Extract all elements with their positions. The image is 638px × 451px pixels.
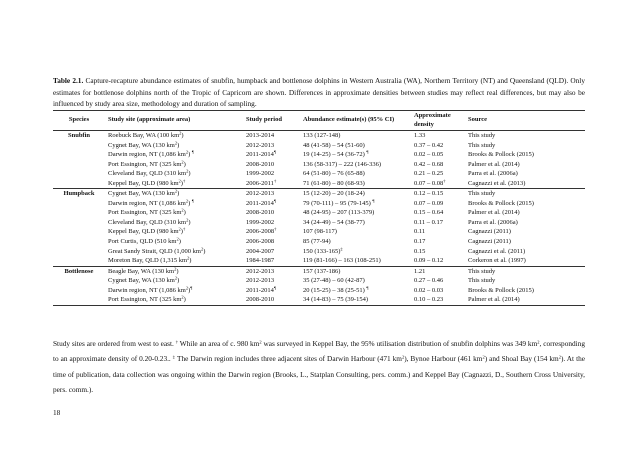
table-row <box>53 179 585 189</box>
table-row <box>53 160 585 170</box>
cell-study-site: Port Essington, NT (325 $km^2$) <box>105 295 243 305</box>
cell-species <box>53 141 105 151</box>
cell-species <box>53 247 105 257</box>
table-row <box>53 169 585 179</box>
cell-density: 0.17 <box>414 238 426 246</box>
header-study-period: Study period <box>243 111 300 131</box>
cell-density: 0.02 – 0.03 <box>414 286 444 294</box>
cell-study-period: 1999-2002 <box>246 170 275 178</box>
cell-abundance: 35 (27-48) – 60 (42-87) <box>303 277 365 285</box>
cell-density: 0.15 <box>414 247 426 255</box>
cell-source: This study <box>465 131 585 141</box>
cell-study-period: 2012-2013 <box>246 277 275 285</box>
cell-study-period: 2011-2014¶ <box>246 285 276 294</box>
table-row <box>53 286 585 296</box>
superscript-mark: 2 <box>174 266 177 272</box>
cell-source: Parra et al. (2006a) <box>468 170 518 178</box>
superscript-mark: 2 <box>181 207 184 213</box>
cell-study-period: 2013-2014 <box>243 131 300 141</box>
cell-abundance: 150 (133-165)‡ <box>303 245 343 255</box>
superscript-mark: 2 <box>174 275 178 281</box>
table-row <box>53 295 585 305</box>
cell-source: Brooks & Pollock (2015) <box>468 199 534 207</box>
cell-species <box>53 286 105 296</box>
cell-species <box>53 169 105 179</box>
table-row <box>53 131 585 141</box>
cell-density: 0.11 – 0.17 <box>414 218 444 226</box>
abundance-table <box>53 110 585 306</box>
table-row <box>53 199 585 209</box>
cell-abundance: 48 (41-58) – 54 (51-60) <box>303 141 365 149</box>
cell-species <box>53 218 105 228</box>
cell-density: 0.42 – 0.68 <box>414 160 444 168</box>
cell-study-period: 2011-2014¶ <box>246 198 276 207</box>
cell-study-period: 2008-2010 <box>246 160 275 168</box>
superscript-mark: ¶ <box>190 285 193 291</box>
table-row <box>53 208 585 218</box>
cell-study-site: Moreton Bay, QLD (1,315 $km^2$) <box>108 255 192 265</box>
cell-species <box>53 295 105 305</box>
cell-abundance: 71 (61-80) – 80 (68-93) <box>303 179 365 187</box>
cell-species <box>53 160 105 170</box>
cell-study-site: Cygnet Bay, WA (130 $km^2$) <box>108 139 180 149</box>
cell-abundance: 107 (98-117) <box>303 228 337 236</box>
cell-density: 0.15 – 0.64 <box>414 209 444 217</box>
cell-study-site: Cygnet Bay, WA (130 $km^2$) <box>108 275 180 285</box>
cell-density: 0.27 – 0.46 <box>414 277 444 285</box>
superscript-mark: 2 <box>174 139 178 145</box>
cell-species <box>53 237 105 247</box>
cell-abundance: 34 (14-83) – 75 (39-154) <box>300 295 411 305</box>
superscript-mark: † <box>182 226 186 232</box>
cell-species <box>53 256 105 266</box>
cell-source: Cagnazzi (2011) <box>468 228 511 236</box>
cell-density: 0.10 – 0.23 <box>411 295 465 305</box>
cell-study-site: Keppel Bay, QLD (980 $km^2)^\dagger$ <box>108 178 186 187</box>
superscript-mark: 2 <box>185 198 189 204</box>
superscript-mark: 2 <box>181 294 184 300</box>
cell-study-period: 2012-2013 <box>243 189 300 199</box>
superscript-mark: † <box>273 178 277 184</box>
cell-abundance: 133 (127-148) <box>300 131 411 141</box>
superscript-mark: 2 <box>537 339 540 345</box>
cell-abundance: 119 (81-166) – 163 (108-251) <box>303 257 381 265</box>
cell-source: This study <box>465 266 585 276</box>
cell-study-period: 2006-2008† <box>246 226 277 236</box>
table-body <box>53 131 585 306</box>
cell-source: Corkeron et al. (1997) <box>468 257 526 265</box>
superscript-mark: 2 <box>259 339 262 345</box>
superscript-mark: 2 <box>186 168 189 174</box>
cell-study-site: Great Sandy Strait, QLD (1,000 $km^2$) <box>108 245 206 255</box>
header-source: Source <box>465 111 585 131</box>
superscript-mark: † <box>274 226 277 232</box>
cell-density: 0.07 – 0.09 <box>414 199 444 207</box>
table-header-row <box>53 111 585 131</box>
cell-study-period: 1984-1987 <box>246 257 275 265</box>
superscript-mark: † <box>175 339 178 345</box>
cell-abundance: 136 (58-317) – 222 (146-336) <box>303 160 381 168</box>
cell-density: 0.12 – 0.15 <box>411 189 465 199</box>
superscript-mark: ¶ <box>366 285 369 291</box>
cell-species <box>53 208 105 218</box>
table-row <box>53 266 585 276</box>
table-caption-label: Table 2.1. <box>53 76 84 85</box>
cell-source: Brooks & Pollock (2015) <box>468 286 534 294</box>
table-row <box>53 150 585 160</box>
superscript-mark: 2 <box>179 130 182 136</box>
table-row <box>53 227 585 237</box>
superscript-mark: ¶ <box>273 198 276 204</box>
superscript-mark: † <box>182 178 186 184</box>
superscript-mark: 2 <box>200 245 204 251</box>
superscript-mark: 2 <box>186 217 189 223</box>
cell-abundance: 79 (70-111) – 95 (79-145) ¶ <box>303 198 375 207</box>
table-row <box>53 237 585 247</box>
cell-study-site: Cygnet Bay, WA (130 $km^2$) <box>105 189 243 199</box>
table-row <box>53 218 585 228</box>
cell-abundance: 34 (24-49) – 54 (38-77) <box>303 218 365 226</box>
superscript-mark: 2 <box>174 188 178 194</box>
cell-study-site: Roebuck Bay, WA (100 $km^2$) <box>105 131 243 141</box>
cell-species: Bottlenose <box>53 266 105 276</box>
superscript-mark: ¶ <box>273 285 276 291</box>
cell-species <box>53 276 105 286</box>
cell-density: 0.09 – 0.12 <box>414 257 444 265</box>
cell-abundance: 19 (14-25) – 54 (36-72) ¶ <box>303 149 369 159</box>
cell-abundance: 48 (24-95) – 207 (113-379) <box>303 209 375 217</box>
table-row <box>53 141 585 151</box>
cell-abundance: 15 (12-20) – 20 (18-24) <box>300 189 411 199</box>
cell-source: This study <box>468 141 496 149</box>
superscript-mark: ¶ <box>273 149 276 155</box>
superscript-mark: 2 <box>482 354 485 360</box>
superscript-mark: ‡ <box>340 245 343 251</box>
cell-abundance: 20 (15-25) – 38 (25-51) ¶ <box>303 285 369 294</box>
cell-species: Snubfin <box>53 131 105 141</box>
cell-abundance: 64 (51-80) – 76 (65-88) <box>303 170 365 178</box>
superscript-mark: 2 <box>176 236 179 242</box>
cell-species <box>53 179 105 189</box>
table-row <box>53 189 585 199</box>
table-caption-text: Capture-recapture abundance estimates of snubfin, humpback and bottlenose dolphins in Western Australia (WA), Northern Territory (NT) and Queensland (QLD). Only estimates for bottlenose dolphins north of the Tropic of Capricorn are shown. Differences in approximate densities between studies may reflect real differences, but may also be influenced by study area size, methodology and duration of sampling. <box>53 76 585 109</box>
cell-study-site: Port Essington, NT (325 $km^2$) <box>108 159 186 168</box>
cell-study-period: 2006-2008 <box>246 238 275 246</box>
superscript-mark: ‡ <box>172 354 176 360</box>
cell-density: 0.37 – 0.42 <box>414 141 444 149</box>
cell-source: Palmer et al. (2014) <box>468 160 520 168</box>
cell-study-site: Port Curtis, QLD (510 $km^2$) <box>108 236 181 246</box>
cell-source: Parra et al. (2006a) <box>468 218 518 226</box>
cell-study-period: 2011-2014¶ <box>246 149 276 159</box>
superscript-mark: 2 <box>178 178 181 184</box>
cell-species <box>53 150 105 160</box>
cell-study-site: Darwin region, NT (1,086 $km^2)^\P$ <box>108 285 193 294</box>
superscript-mark: 2 <box>178 226 181 232</box>
table-row <box>53 256 585 266</box>
cell-abundance: 157 (137-186) <box>300 266 411 276</box>
cell-study-site: Darwin region, NT (1,086 $km^2$) ¶ <box>108 198 194 207</box>
cell-source: This study <box>465 189 585 199</box>
cell-source: Palmer et al. (2014) <box>468 209 520 217</box>
cell-species <box>53 199 105 209</box>
header-abundance: Abundance estimate(s) (95% CI) <box>300 111 411 131</box>
cell-density: 0.11 <box>414 228 426 236</box>
cell-study-site: Darwin region, NT (1,086 $km^2$) ¶ <box>108 149 194 159</box>
cell-study-site: Keppel Bay, QLD (980 $km^2)^\dagger$ <box>108 226 186 236</box>
cell-study-site: Cleveland Bay, QLD (310 $km^2$) <box>108 217 191 226</box>
page-number: 18 <box>53 408 61 417</box>
cell-species <box>53 227 105 237</box>
superscript-mark: ¶ <box>366 149 369 155</box>
superscript-mark: 2 <box>558 354 561 360</box>
header-species: Species <box>53 111 105 131</box>
cell-study-period: 2012-2013 <box>246 141 275 149</box>
cell-source: Palmer et al. (2014) <box>465 295 585 305</box>
cell-density: 1.33 <box>411 131 465 141</box>
cell-study-period: 2012-2013 <box>243 266 300 276</box>
header-density: Approximate density <box>411 111 465 131</box>
superscript-mark: 2 <box>185 285 189 291</box>
cell-study-period: 2004-2007 <box>246 247 275 255</box>
cell-abundance: 85 (77-94) <box>303 238 331 246</box>
header-study-site: Study site (approximate area) <box>105 111 243 131</box>
cell-source: Cagnazzi (2011) <box>468 238 511 246</box>
superscript-mark: 2 <box>181 159 184 165</box>
cell-study-period: 1999-2002 <box>246 218 275 226</box>
cell-density: 1.21 <box>411 266 465 276</box>
cell-study-period: 2006-2011† <box>246 178 277 187</box>
cell-density: 0.21 – 0.25 <box>414 170 444 178</box>
cell-density: 0.02 – 0.05 <box>414 151 444 159</box>
table-row <box>53 247 585 257</box>
superscript-mark: ¶ <box>191 198 194 204</box>
table-row <box>53 276 585 286</box>
superscript-mark: † <box>443 178 446 184</box>
superscript-mark: 2 <box>401 354 405 360</box>
cell-species: Humpback <box>53 189 105 199</box>
cell-source: Cagnazzi et al. (2011) <box>468 247 526 255</box>
cell-study-site: Beagle Bay, WA (130 $km^2$) <box>105 266 243 276</box>
superscript-mark: ¶ <box>191 149 194 155</box>
superscript-mark: 2 <box>185 149 189 155</box>
table-footnote: Study sites are ordered from west to east. † While an area of c. 980 $km^2$ was surveyed in Keppel Bay, the 95% utilisation distribution of snubfin dolphins was 349 $km^2$, corresponding to an approximate density of 0.20-0.23.. ‡ The Darwin region includes three adjacent sites of Darwin Harbour (471 $km^2$), Bynoe Harbour (461 $km^2$) and Shoal Bay (154 $km^2$). At the time of publication, data collection was ongoing within the Darwin region (Brooks, L., Statplan Consulting, pers. comm.) and Keppel Bay (Cagnazzi, D., Southern Cross University, pers. comm.). <box>53 339 585 395</box>
superscript-mark: 2 <box>187 255 190 261</box>
cell-study-period: 2008-2010 <box>243 295 300 305</box>
cell-source: Cagnazzi et al. (2013) <box>468 179 526 187</box>
cell-study-site: Cleveland Bay, QLD (310 $km^2$) <box>108 168 191 178</box>
table-caption <box>53 75 585 110</box>
cell-source: This study <box>468 277 496 285</box>
cell-source: Brooks & Pollock (2015) <box>468 151 534 159</box>
cell-density: 0.07 – 0.08† <box>414 178 446 187</box>
cell-study-period: 2008-2010 <box>246 209 275 217</box>
cell-study-site: Port Essington, NT (325 $km^2$) <box>108 207 186 217</box>
superscript-mark: ¶ <box>372 198 375 204</box>
